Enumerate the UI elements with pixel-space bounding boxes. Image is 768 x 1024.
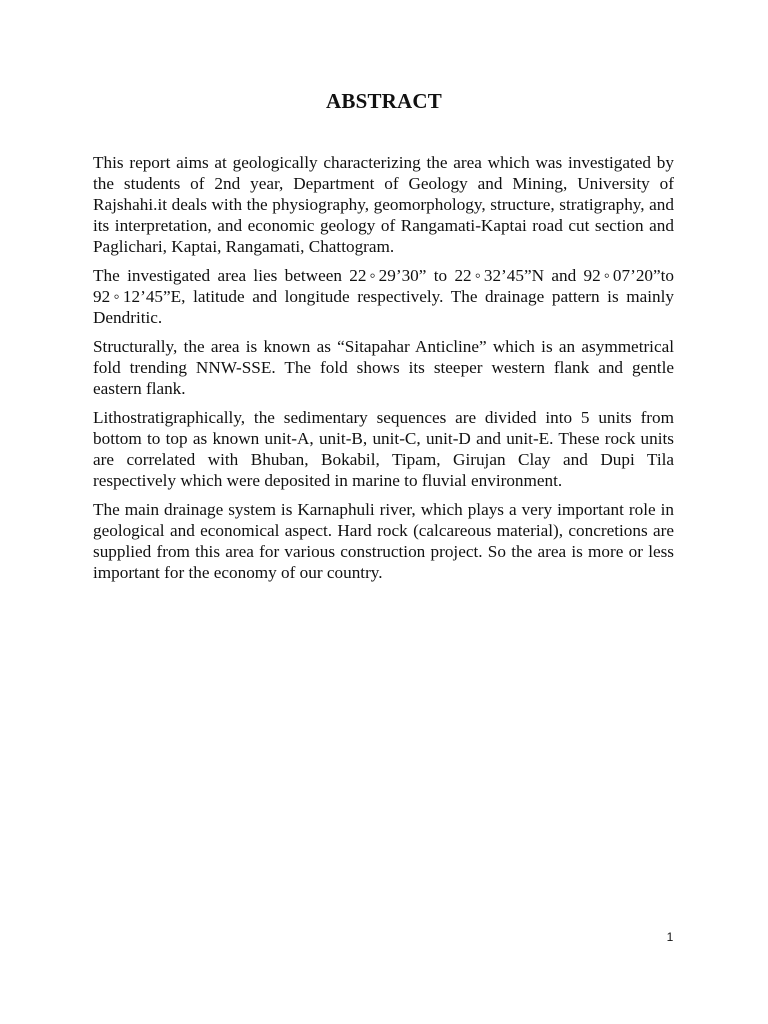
paragraph-location: The investigated area lies between 22◦29’30” to 22◦32’45”N and 92◦07’20”to 92◦12’45”E, latitude and longitude respectively. The drainage pattern is mainly Dendritic. — [93, 266, 674, 327]
abstract-body — [93, 152, 674, 591]
paragraph-intro: This report aims at geologically characterizing the area which was investigated by the students of 2nd year, Department of Geology and Mining, University of Rajshahi.it deals with the physiography, geomorphology, structure, stratigraphy, and its interpretation, and economic geology of Rangamati-Kaptai road cut section and Paglichari, Kaptai, Rangamati, Chattogram. — [93, 153, 674, 256]
page-title: ABSTRACT — [326, 89, 442, 113]
paragraph-economic: The main drainage system is Karnaphuli river, which plays a very important role in geological and economical aspect. Hard rock (calcareous material), concretions are supplied from this area for various construction project. So the area is more or less important for the economy of our country. — [93, 500, 674, 582]
paragraph-structure: Structurally, the area is known as “Sitapahar Anticline” which is an asymmetrical fold trending NNW-SSE. The fold shows its steeper western flank and gentle eastern flank. — [93, 337, 674, 398]
paragraph-stratigraphy: Lithostratigraphically, the sedimentary sequences are divided into 5 units from bottom to top as known unit-A, unit-B, unit-C, unit-D and unit-E. These rock units are correlated with Bhuban, Bokabil, Tipam, Girujan Clay and Dupi Tila respectively which were deposited in marine to fluvial environment. — [93, 408, 674, 490]
page-number: 1 — [666, 930, 674, 944]
